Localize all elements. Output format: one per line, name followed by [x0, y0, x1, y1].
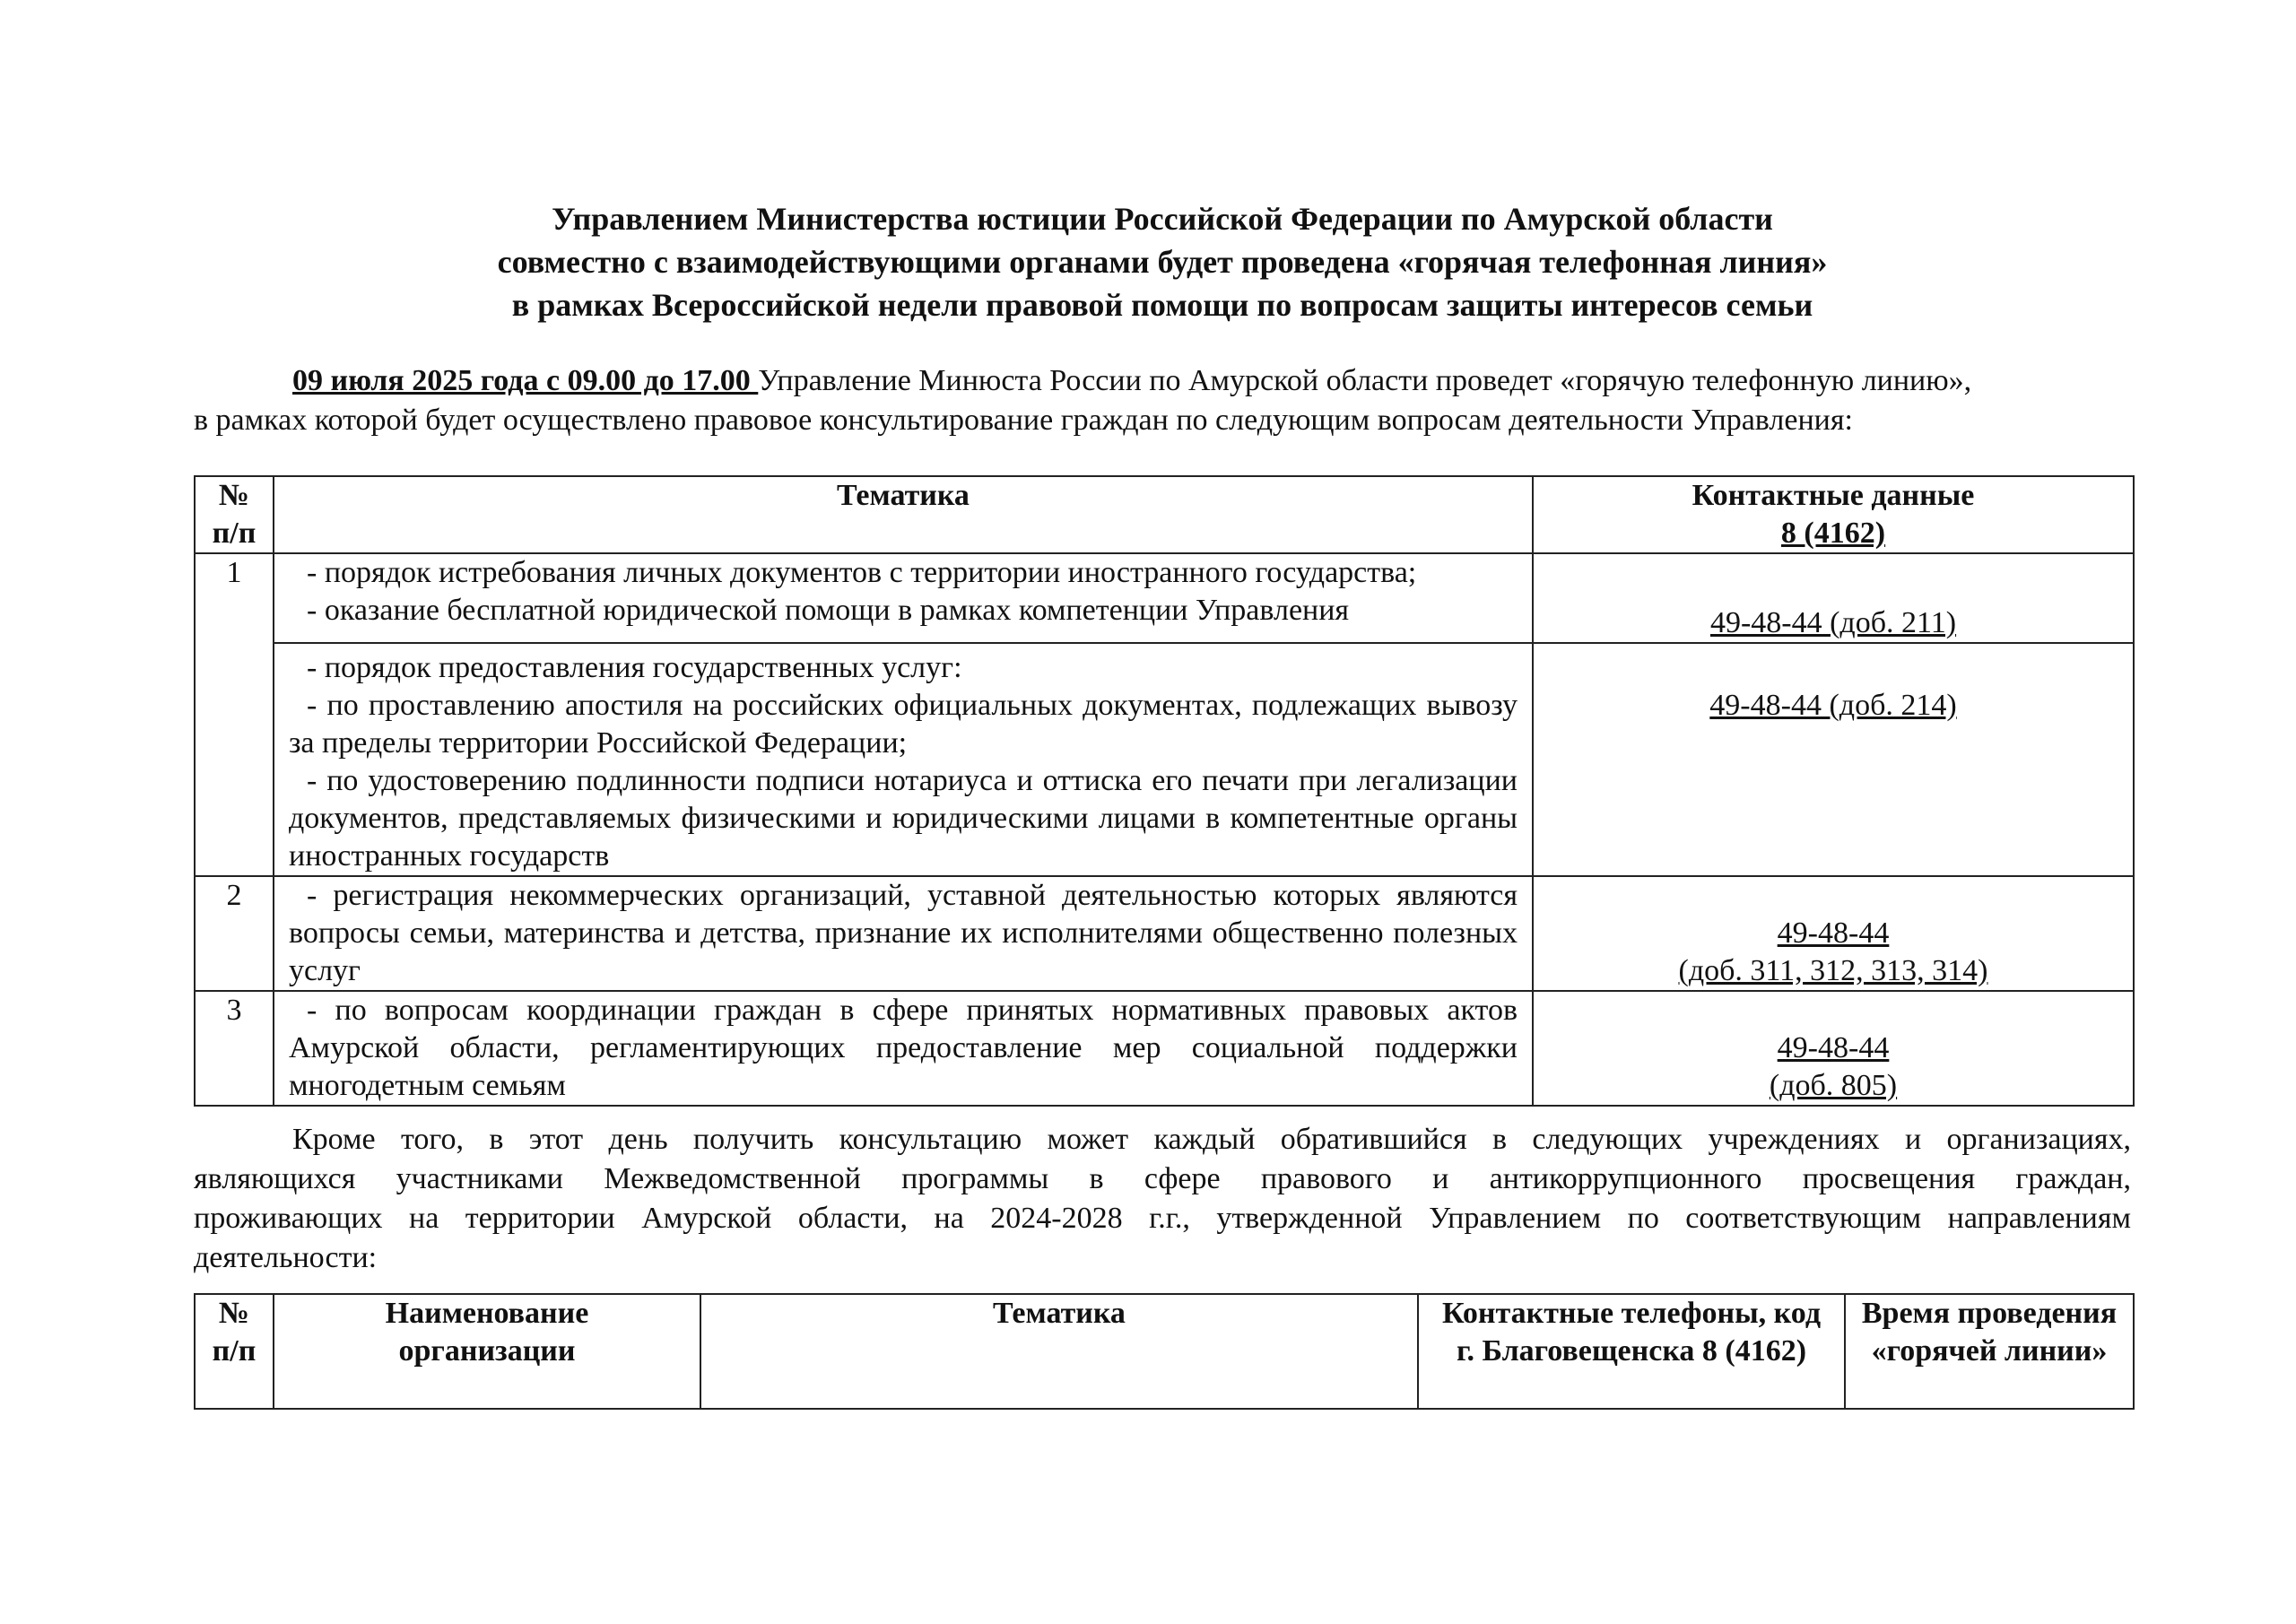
table-header-row — [195, 476, 2134, 553]
contact-phone: 49-48-44 (доб. 214) — [1709, 689, 1957, 722]
topic-line: - регистрация некоммерческих организаций, уставной деятельностью которых являются вопросы семьи, материнства и детства, признание их исполнителями общественно полезных услуг — [289, 879, 1518, 987]
header-contact-label: Контактные данные — [1692, 479, 1975, 512]
header-topic: Тематика — [274, 476, 1533, 553]
intro-line-1 — [194, 361, 2131, 401]
row-topic — [274, 876, 1533, 991]
title-line-1: Управлением Министерства юстиции Российской Федерации по Амурской области — [552, 201, 1773, 237]
para2-line-1: Кроме того, в этот день получить консультацию может каждый обратившийся в следующих учреждениях и организациях, — [292, 1123, 2131, 1156]
row-contact — [1533, 876, 2134, 991]
header-time: Время проведения «горячей линии» — [1845, 1294, 2134, 1409]
row-contact — [1533, 643, 2134, 876]
para2-line-3: проживающих на территории Амурской области, на 2024-2028 г.г., утвержденной Управлением по соответствующим направлениям — [194, 1202, 2131, 1235]
intro-line-2: в рамках которой будет осуществлено правовое консультирование граждан по следующим вопросам деятельности Управления: — [194, 404, 1853, 437]
table-row — [195, 991, 2134, 1106]
header-contact-code: 8 (4162) — [1780, 517, 1886, 550]
row-topic — [274, 553, 1533, 643]
header-organization: Наименование организации — [274, 1294, 700, 1409]
para2-line-2: являющихся участниками Межведомственной программы в сфере правового и антикоррупционного просвещения граждан, — [194, 1162, 2131, 1195]
header-topic: Тематика — [700, 1294, 1418, 1409]
event-date: 09 июля 2025 года с 09.00 до 17.00 — [292, 364, 759, 397]
contact-phone: 49-48-44 — [1777, 916, 1890, 950]
topic-line: - по вопросам координации граждан в сфере принятых нормативных правовых актов Амурской области, регламентирующих предоставление мер социальной поддержки многодетным семьям — [289, 994, 1518, 1102]
row-topic — [274, 991, 1533, 1106]
intro-paragraph — [194, 361, 2131, 440]
topic-line: - порядок предоставления государственных услуг: — [307, 651, 962, 684]
topic-line: - оказание бесплатной юридической помощи в рамках компетенции Управления — [307, 594, 1350, 627]
topic-line: - порядок истребования личных документов с территории иностранного государства; — [307, 556, 1417, 589]
table-row — [195, 553, 2134, 643]
row-contact — [1533, 553, 2134, 643]
second-paragraph — [194, 1120, 2131, 1278]
title-line-2: совместно с взаимодействующими органами будет проведена «горячая телефонная линия» — [497, 244, 1828, 280]
header-num: № п/п — [195, 1294, 274, 1409]
header-phones: Контактные телефоны, код г. Благовещенска 8 (4162) — [1418, 1294, 1845, 1409]
organizations-table — [194, 1293, 2135, 1410]
topic-line: - по удостоверению подлинности подписи нотариуса и оттиска его печати при легализации документов, представляемых физическими и юридическими лицами в компетентные органы иностранных государств — [289, 764, 1518, 873]
contact-phone: 49-48-44 (доб. 211) — [1709, 606, 1957, 639]
row-num: 3 — [195, 991, 274, 1106]
table-header-row — [195, 1294, 2134, 1409]
row-num: 1 — [195, 553, 274, 876]
row-contact — [1533, 991, 2134, 1106]
para2-line-4: деятельности: — [194, 1241, 378, 1274]
header-contact — [1533, 476, 2134, 553]
document-title — [194, 197, 2131, 326]
title-line-3: в рамках Всероссийской недели правовой помощи по вопросам защиты интересов семьи — [511, 287, 1813, 323]
contact-ext: (доб. 311, 312, 313, 314) — [1678, 954, 1988, 987]
table-row — [195, 643, 2134, 876]
intro-text-1: Управление Минюста России по Амурской области проведет «горячую телефонную линию», — [758, 364, 1972, 397]
contact-phone: 49-48-44 — [1777, 1031, 1890, 1064]
row-topic — [274, 643, 1533, 876]
table-row — [195, 876, 2134, 991]
contact-ext: (доб. 805) — [1769, 1069, 1898, 1102]
topic-line: - по проставлению апостиля на российских официальных документах, подлежащих вывозу за пределы территории Российской Федерации; — [289, 689, 1518, 760]
row-num: 2 — [195, 876, 274, 991]
hotline-table — [194, 475, 2135, 1107]
header-num: № п/п — [195, 476, 274, 553]
